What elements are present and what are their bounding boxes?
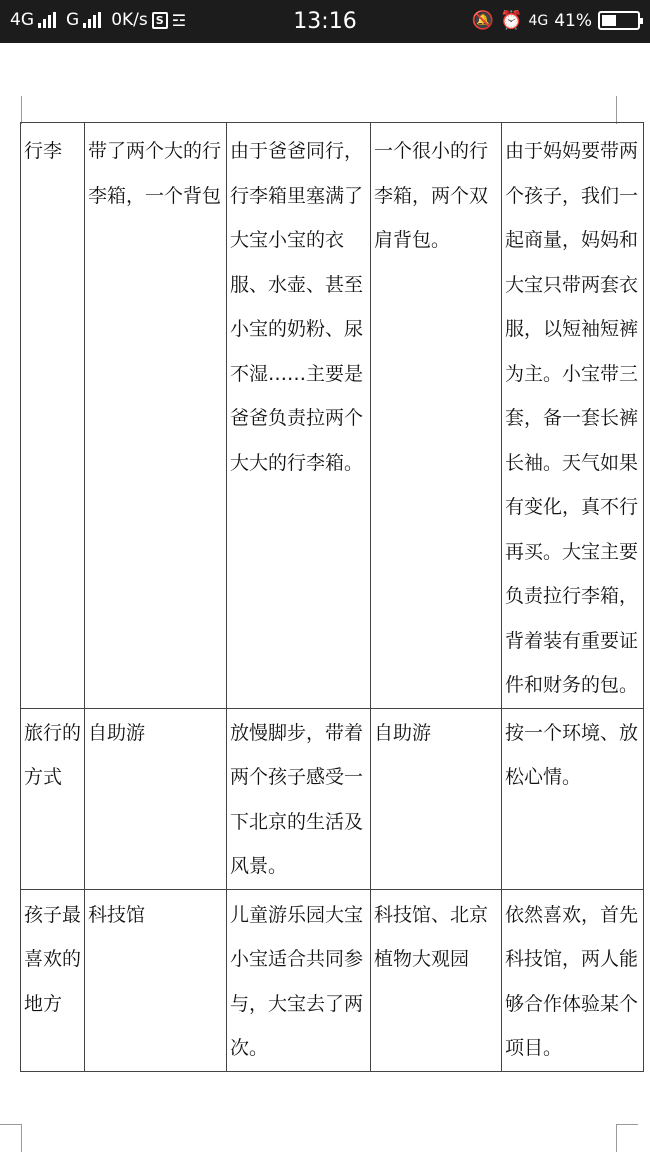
status-left bbox=[10, 10, 186, 30]
battery-fill bbox=[602, 15, 616, 26]
table-cell: 儿童游乐园大宝小宝适合共同参与，大宝去了两次。 bbox=[227, 889, 371, 1071]
table-cell: 按一个环境、放松心情。 bbox=[502, 708, 644, 889]
battery-percent: 41% bbox=[554, 10, 592, 31]
clock: 13:16 bbox=[293, 9, 357, 34]
row-header-cell: 行李 bbox=[21, 123, 85, 709]
signal-icon bbox=[38, 12, 56, 28]
signal-icon-2 bbox=[83, 12, 101, 28]
network-speed: 0K/s bbox=[111, 10, 148, 30]
table-cell: 科技馆、北京植物大观园 bbox=[371, 889, 502, 1071]
page-corner-bottom-left bbox=[0, 1124, 22, 1152]
row-header-cell: 旅行的方式 bbox=[21, 708, 85, 889]
page-corner-bottom-right bbox=[616, 1124, 638, 1152]
table-cell: 一个很小的行李箱，两个双肩背包。 bbox=[371, 123, 502, 709]
alarm-clock-icon: ⏰ bbox=[500, 10, 523, 31]
page-corner-top-left bbox=[0, 96, 22, 124]
network-type-label-3: 4G bbox=[528, 12, 549, 29]
comparison-table bbox=[20, 122, 644, 1072]
sim-icon: S bbox=[152, 12, 168, 29]
table-cell: 带了两个大的行李箱，一个背包 bbox=[85, 123, 227, 709]
table-cell: 自助游 bbox=[371, 708, 502, 889]
table-row-luggage bbox=[21, 123, 644, 709]
table-row-favorite-place bbox=[21, 889, 644, 1071]
network-type-label: 4G bbox=[10, 10, 34, 30]
table-row-travel-mode bbox=[21, 708, 644, 889]
status-right bbox=[472, 10, 640, 31]
battery-icon bbox=[598, 11, 640, 30]
table-cell: 由于爸爸同行，行李箱里塞满了大宝小宝的衣服、水壶、甚至小宝的奶粉、尿不湿……主要是爸爸负责拉两个大大的行李箱。 bbox=[227, 123, 371, 709]
table-cell: 由于妈妈要带两个孩子，我们一起商量，妈妈和大宝只带两套衣服，以短袖短裤为主。小宝带三套，备一套长裤长袖。天气如果有变化，真不行再买。大宝主要负责拉行李箱，背着装有重要证件和财务的包。 bbox=[502, 123, 644, 709]
page-corner-top-right bbox=[616, 96, 638, 124]
table-cell: 依然喜欢，首先科技馆，两人能够合作体验某个项目。 bbox=[502, 889, 644, 1071]
table-cell: 放慢脚步，带着两个孩子感受一下北京的生活及风景。 bbox=[227, 708, 371, 889]
network-type-label-2: G bbox=[66, 10, 80, 30]
table-cell: 科技馆 bbox=[85, 889, 227, 1071]
table-cell: 自助游 bbox=[85, 708, 227, 889]
row-header-cell: 孩子最喜欢的地方 bbox=[21, 889, 85, 1071]
status-bar bbox=[0, 0, 650, 43]
alarm-off-icon: 🔕 bbox=[471, 10, 495, 31]
storage-icon: ☲ bbox=[171, 10, 187, 30]
